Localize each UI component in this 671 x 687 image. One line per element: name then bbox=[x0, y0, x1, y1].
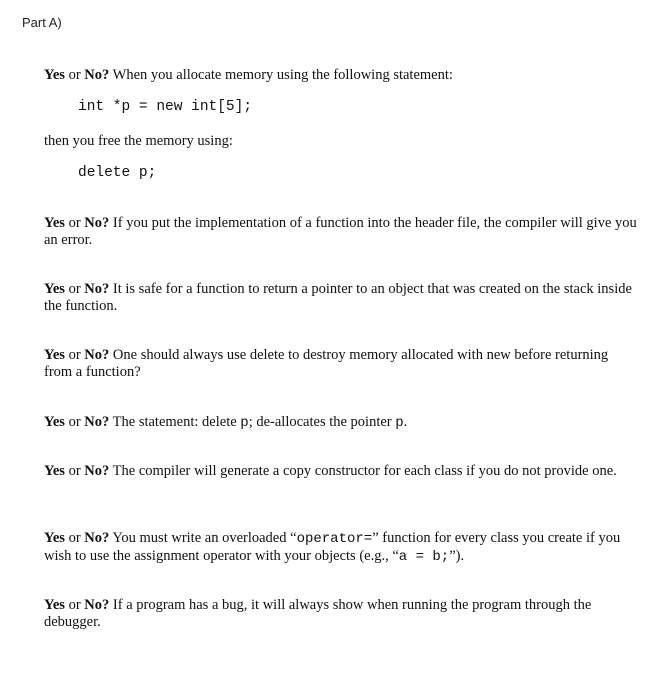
or-label: or bbox=[68, 281, 81, 297]
yes-label: Yes bbox=[44, 215, 65, 231]
yes-label: Yes bbox=[44, 597, 65, 613]
question-5 bbox=[44, 414, 644, 432]
question-5-code-2: p bbox=[395, 415, 404, 431]
question-7-pre: You must write an overloaded “ bbox=[112, 530, 297, 546]
no-label: No? bbox=[84, 347, 110, 363]
question-4-text: One should always use delete to destroy memory allocated with new before returning from a function? bbox=[44, 347, 609, 380]
page-heading: Part A) bbox=[22, 15, 62, 30]
question-7-code-1: operator= bbox=[296, 531, 373, 547]
no-label: No? bbox=[84, 597, 110, 613]
yes-label: Yes bbox=[44, 67, 65, 83]
yes-label: Yes bbox=[44, 414, 65, 430]
question-5-pre: The statement: delete bbox=[112, 414, 241, 430]
no-label: No? bbox=[84, 67, 110, 83]
question-8-text: If a program has a bug, it will always show when running the program through the debugger. bbox=[44, 597, 592, 630]
or-label: or bbox=[68, 215, 81, 231]
question-6 bbox=[44, 463, 619, 480]
no-label: No? bbox=[84, 463, 110, 479]
or-label: or bbox=[68, 463, 81, 479]
yes-label: Yes bbox=[44, 281, 65, 297]
question-4 bbox=[44, 347, 634, 381]
yes-label: Yes bbox=[44, 347, 65, 363]
question-1-then: then you free the memory using: bbox=[44, 133, 233, 149]
question-1 bbox=[44, 67, 644, 84]
question-7-mid: ” function for every class you create if you wish to use the assignment operator with your objects (e.g., “ bbox=[44, 530, 621, 564]
or-label: or bbox=[68, 597, 81, 613]
question-6-text: The compiler will generate a copy constructor for each class if you do not provide one. bbox=[112, 463, 617, 479]
or-label: or bbox=[68, 414, 81, 430]
question-8 bbox=[44, 597, 624, 631]
question-7-post: ”). bbox=[449, 548, 465, 564]
question-5-mid: ; de-allocates the pointer bbox=[248, 414, 396, 430]
question-2-text: If you put the implementation of a function into the header file, the compiler will give you an error. bbox=[44, 215, 637, 248]
yes-label: Yes bbox=[44, 463, 65, 479]
question-7 bbox=[44, 530, 634, 566]
question-1-text: When you allocate memory using the following statement: bbox=[112, 67, 453, 83]
code-delete: delete p; bbox=[78, 165, 157, 181]
question-3-text: It is safe for a function to return a pointer to an object that was created on the stack inside the function. bbox=[44, 281, 632, 314]
no-label: No? bbox=[84, 530, 110, 546]
or-label: or bbox=[68, 67, 81, 83]
question-5-code-1: p bbox=[240, 415, 249, 431]
question-5-post: . bbox=[403, 414, 408, 430]
no-label: No? bbox=[84, 281, 110, 297]
no-label: No? bbox=[84, 414, 110, 430]
or-label: or bbox=[68, 530, 81, 546]
or-label: or bbox=[68, 347, 81, 363]
code-allocation: int *p = new int[5]; bbox=[78, 99, 253, 115]
no-label: No? bbox=[84, 215, 110, 231]
question-3 bbox=[44, 281, 644, 315]
question-7-code-2: a = b; bbox=[398, 549, 450, 565]
question-2 bbox=[44, 215, 644, 249]
yes-label: Yes bbox=[44, 530, 65, 546]
